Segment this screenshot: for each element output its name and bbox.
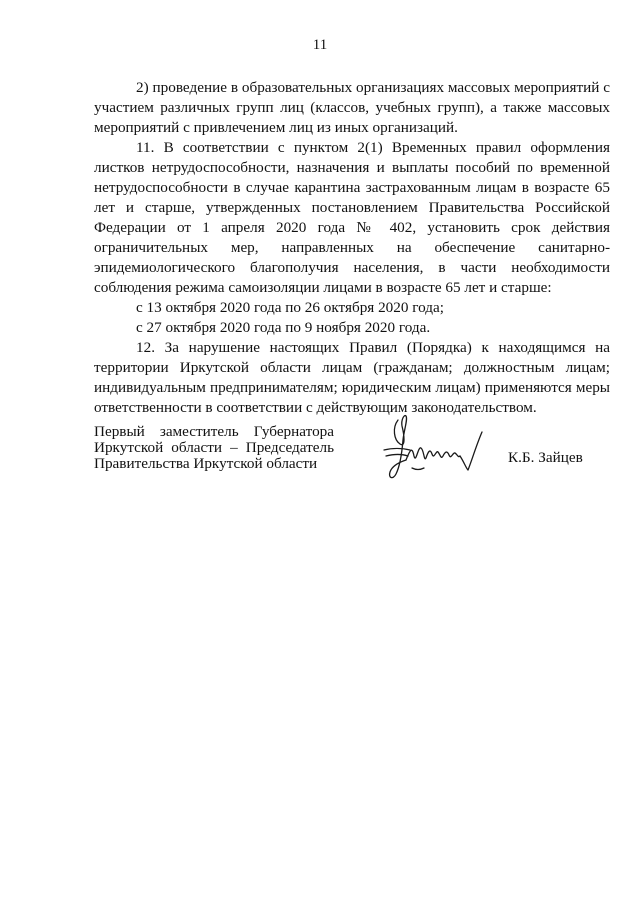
handwritten-signature	[376, 410, 496, 496]
signer-position-line: Первый заместитель Губернатора	[94, 423, 334, 440]
period-line-1: с 13 октября 2020 года по 26 октября 2020 года;	[136, 299, 444, 316]
signer-position-line: Правительства Иркутской области	[94, 455, 318, 472]
signer-position	[94, 424, 334, 472]
paragraph-item-2: 2) проведение в образовательных организациях массовых мероприятий с участием различных групп лиц (классов, учебных групп), а также массовых мероприятий с привлечением лиц из иных организаций.	[94, 79, 610, 136]
paragraph-item-11: 11. В соответствии с пунктом 2(1) Временных правил оформления листков нетрудоспособности, назначения и выплаты пособий по временной нетрудоспособности в случае карантина застрахованным лицам в возрасте 65 лет и старше, утвержденных постановлением Правительства Российской Федерации от 1 апреля 2020 года № 402, установить срок действия ограничительных мер, направленных на обеспечение санитарно-эпидемиологического благополучия населения, в части необходимости соблюдения режима самоизоляции лицами в возрасте 65 лет и старше:	[94, 139, 610, 296]
signature-block	[94, 424, 610, 504]
document-body	[94, 78, 610, 418]
signer-name: К.Б. Зайцев	[508, 449, 583, 466]
period-line-2: с 27 октября 2020 года по 9 ноября 2020 года.	[136, 319, 431, 336]
page-number: 11	[312, 37, 328, 53]
signer-position-line: Иркутской области – Председатель	[94, 439, 334, 456]
paragraph-item-12: 12. За нарушение настоящих Правил (Порядка) к находящимся на территории Иркутской области лицам (гражданам; должностным лицам; индивидуальным предпринимателям; юридическим лицам) применяются меры ответственности в соответствии с действующим законодательством.	[94, 339, 610, 416]
